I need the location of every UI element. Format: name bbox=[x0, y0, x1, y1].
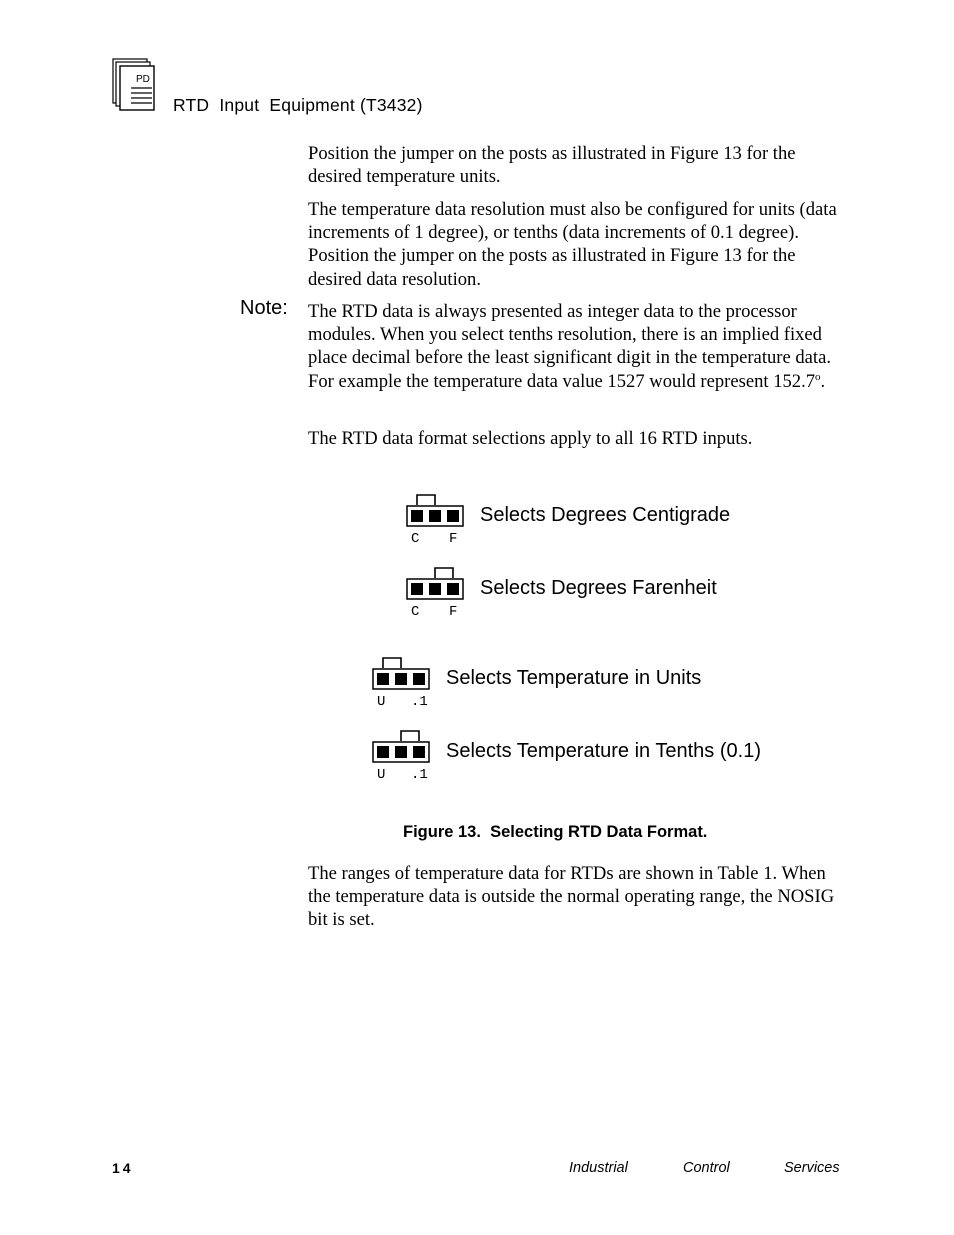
paragraph-format-selections: The RTD data format selections apply to all 16 RTD inputs. bbox=[308, 428, 753, 449]
footer-company-word-1: Industrial bbox=[569, 1160, 628, 1176]
manual-logo-icon bbox=[112, 58, 156, 112]
jumper-pin bbox=[413, 673, 425, 685]
jumper-label-units: Selects Temperature in Units bbox=[446, 667, 702, 689]
jumper-pin bbox=[447, 583, 459, 595]
jumper-label-centigrade: Selects Degrees Centigrade bbox=[480, 504, 731, 526]
note-text: The RTD data is always presented as integer data to the processor modules. When you select tenths resolution, there is an implied fixed place decimal before the least significant digit in the temperature data. For example the temperature data value 1527 would represent 152.7 bbox=[308, 301, 831, 392]
jumper-pin bbox=[395, 673, 407, 685]
pin-label-left: U bbox=[377, 767, 386, 783]
paragraph-jumper-units: Position the jumper on the posts as illustrated in Figure 13 for the desired temperature units. bbox=[308, 143, 796, 188]
pin-label-right: .1 bbox=[411, 694, 428, 710]
jumper-pin bbox=[377, 673, 389, 685]
paragraph-data-resolution: The temperature data resolution must also be configured for units (data increments of 1 degree), or tenths (data increments of 0.1 degree). Position the jumper on the posts as illustrated in Figure 13 for the desired data resolution. bbox=[308, 199, 837, 290]
pin-label-left: U bbox=[377, 694, 386, 710]
jumper-label-tenths: Selects Temperature in Tenths (0.1) bbox=[446, 740, 761, 762]
jumper-diagram-tenths bbox=[373, 731, 429, 783]
paragraph-temperature-ranges: The ranges of temperature data for RTDs are shown in Table 1. When the temperature data is outside the normal operating range, the NOSIG bit is set. bbox=[308, 863, 835, 931]
figure-13 bbox=[360, 485, 830, 785]
note-end: . bbox=[820, 370, 826, 392]
pin-label-right: .1 bbox=[411, 767, 428, 783]
pin-label-right: F bbox=[449, 531, 458, 547]
footer-company-word-2: Control bbox=[683, 1160, 730, 1176]
note-paragraph bbox=[308, 300, 853, 393]
footer-company-word-3: Services bbox=[784, 1160, 840, 1176]
jumper-pin bbox=[447, 510, 459, 522]
note-label: Note: bbox=[240, 297, 288, 319]
degree-symbol: o bbox=[815, 370, 821, 383]
jumper-pin bbox=[377, 746, 389, 758]
jumper-pin bbox=[411, 583, 423, 595]
logo-text: PD bbox=[136, 74, 150, 85]
page-header-title: RTD Input Equipment (T3432) bbox=[173, 95, 423, 115]
jumper-pin bbox=[411, 510, 423, 522]
jumper-pin bbox=[429, 583, 441, 595]
jumper-pin bbox=[413, 746, 425, 758]
jumper-pin bbox=[395, 746, 407, 758]
pin-label-left: C bbox=[411, 531, 420, 547]
pin-label-left: C bbox=[411, 604, 420, 620]
figure-caption: Figure 13. Selecting RTD Data Format. bbox=[403, 823, 708, 841]
jumper-diagram-farenheit bbox=[407, 568, 463, 620]
page-number: 14 bbox=[112, 1160, 134, 1176]
pin-label-right: F bbox=[449, 604, 458, 620]
jumper-pin bbox=[429, 510, 441, 522]
jumper-diagram-units bbox=[373, 658, 429, 710]
jumper-diagram-centigrade bbox=[407, 495, 463, 547]
jumper-label-farenheit: Selects Degrees Farenheit bbox=[480, 577, 717, 599]
